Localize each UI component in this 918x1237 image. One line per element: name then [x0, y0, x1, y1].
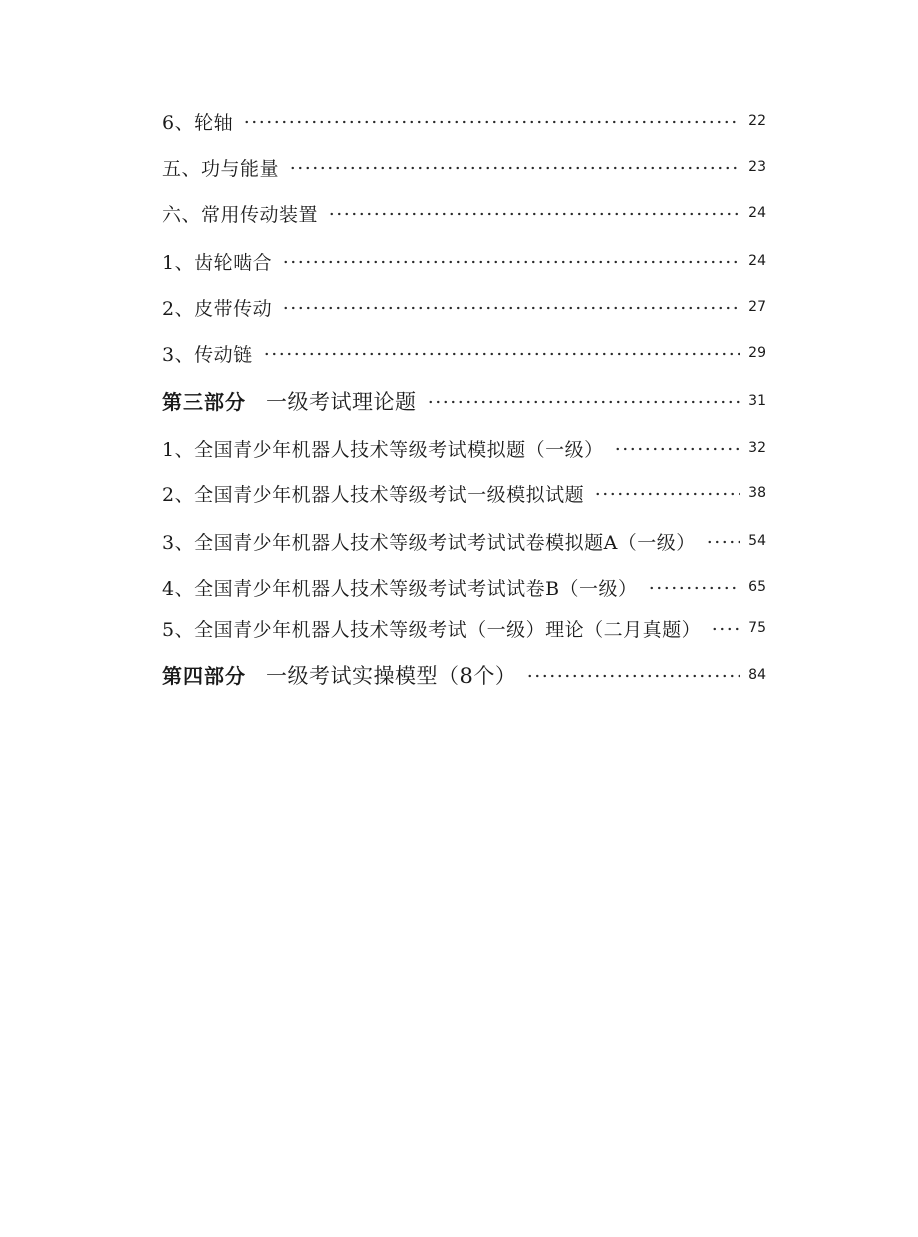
- toc-entry-mock-exam-2[interactable]: [162, 476, 766, 510]
- toc-entry-exam-b[interactable]: [162, 570, 766, 604]
- dot-leader: [526, 674, 740, 678]
- part-title: 一级考试理论题: [266, 390, 417, 414]
- dot-leader: [263, 352, 740, 356]
- toc-part-four[interactable]: [162, 658, 766, 692]
- dot-leader: [706, 540, 740, 544]
- toc-entry-title: 3、传动链: [162, 343, 253, 366]
- toc-page-number: 27: [748, 299, 766, 315]
- part-label: 第四部分: [162, 664, 246, 688]
- toc-page-number: 23: [748, 159, 766, 175]
- toc-entry-transmission[interactable]: [162, 196, 766, 230]
- toc-page-number: 32: [748, 440, 766, 456]
- toc-page-number: 75: [748, 620, 766, 636]
- dot-leader: [328, 212, 740, 216]
- toc-page-number: 54: [748, 533, 766, 549]
- toc-entry-mock-exam-1[interactable]: [162, 431, 766, 465]
- toc-entry-lunzhou[interactable]: [162, 104, 766, 138]
- dot-leader: [243, 120, 740, 124]
- toc-page-number: 84: [748, 667, 766, 683]
- toc-entry-february-exam[interactable]: [162, 611, 766, 645]
- toc-part-three[interactable]: [162, 384, 766, 418]
- dot-leader: [289, 166, 740, 170]
- dot-leader: [594, 492, 740, 496]
- toc-entry-title: 5、全国青少年机器人技术等级考试（一级）理论（二月真题）: [162, 618, 702, 641]
- toc-page-number: 31: [748, 393, 766, 409]
- toc-entry-belt-drive[interactable]: [162, 290, 766, 324]
- part-title: 一级考试实操模型（8个）: [266, 664, 517, 688]
- toc-page-number: 22: [748, 113, 766, 129]
- toc-entry-title: 六、常用传动装置: [162, 203, 319, 226]
- dot-leader: [648, 586, 740, 590]
- toc-entry-title: 2、全国青少年机器人技术等级考试一级模拟试题: [162, 483, 585, 506]
- dot-leader: [427, 400, 741, 404]
- toc-page-number: 24: [748, 205, 766, 221]
- dot-leader: [282, 260, 740, 264]
- dot-leader: [614, 447, 740, 451]
- toc-entry-title: 五、功与能量: [162, 157, 280, 180]
- dot-leader: [282, 306, 740, 310]
- toc-entry-gear-mesh[interactable]: [162, 244, 766, 278]
- toc-page-number: 24: [748, 253, 766, 269]
- part-label: 第三部分: [162, 390, 246, 414]
- toc-entry-chain-drive[interactable]: [162, 336, 766, 370]
- toc-entry-mock-exam-a[interactable]: [162, 524, 766, 558]
- toc-page-number: 65: [748, 579, 766, 595]
- dot-leader: [711, 627, 740, 631]
- toc-entry-work-energy[interactable]: [162, 150, 766, 184]
- toc-entry-title: 6、轮轴: [162, 111, 234, 134]
- toc-page-number: 38: [748, 485, 766, 501]
- toc-entry-title: 1、全国青少年机器人技术等级考试模拟题（一级）: [162, 438, 604, 461]
- toc-page-number: 29: [748, 345, 766, 361]
- toc-part-heading: [162, 660, 526, 690]
- toc-entry-title: 3、全国青少年机器人技术等级考试考试试卷模拟题A（一级）: [162, 531, 696, 554]
- toc-entry-title: 2、皮带传动: [162, 297, 273, 320]
- toc-part-heading: [162, 386, 427, 416]
- toc-entry-title: 4、全国青少年机器人技术等级考试考试试卷B（一级）: [162, 577, 638, 600]
- toc-entry-title: 1、齿轮啮合: [162, 251, 273, 274]
